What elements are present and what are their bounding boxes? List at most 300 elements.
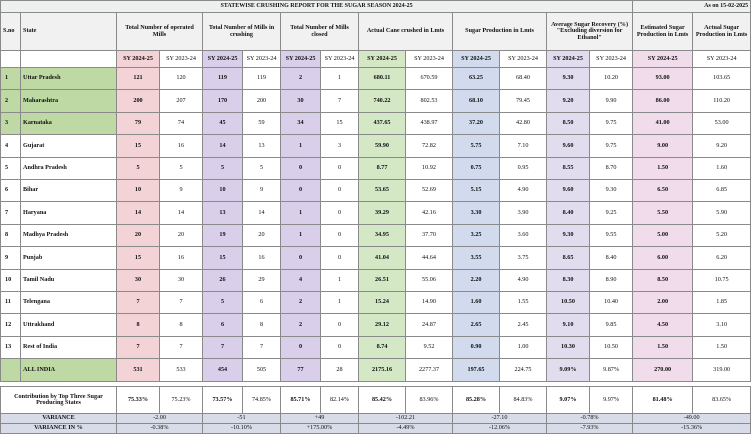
variance-pct-row-op: -0.38% — [117, 424, 203, 434]
cell-op-cur: 8 — [117, 314, 160, 336]
cell-cr-cur: 45 — [203, 112, 243, 134]
cell-cane-prev: 55.06 — [406, 269, 453, 291]
cell-sp-cur: 0.90 — [453, 336, 500, 358]
variance-row-label: VARIANCE — [1, 414, 117, 424]
cell-cr-cur: 26 — [203, 269, 243, 291]
cell-cane-prev: 52.69 — [406, 179, 453, 201]
season-label-previous: SY 2023-24 — [590, 51, 633, 68]
cell-sp-cur: 5.75 — [453, 135, 500, 157]
contribution-rec-cur: 9.07% — [547, 387, 590, 414]
cell-cr-cur: 170 — [203, 90, 243, 112]
cell-est: 86.00 — [633, 90, 693, 112]
season-label-current: SY 2024-25 — [359, 51, 406, 68]
cell-rec-cur: 9.60 — [547, 179, 590, 201]
cell-cane-prev: 802.53 — [406, 90, 453, 112]
cell-cl-cur: 0 — [281, 247, 321, 269]
cell-op-prev: 8 — [160, 314, 203, 336]
cell-op-prev: 7 — [160, 291, 203, 313]
row-state-name: Tamil Nadu — [21, 269, 117, 291]
row-state-name: Uttrakhand — [21, 314, 117, 336]
cell-cane-prev: 37.70 — [406, 224, 453, 246]
blank-cell — [1, 359, 21, 382]
cell-sp-cur: 3.30 — [453, 202, 500, 224]
cell-est: 6.50 — [633, 179, 693, 201]
cell-act: 1.50 — [693, 336, 751, 358]
cell-op-cur: 5 — [117, 157, 160, 179]
variance-pct-row-label: VARIANCE IN % — [1, 424, 117, 434]
variance-row-sp: -27.10 — [453, 414, 547, 424]
cell-rec-prev: 10.40 — [590, 291, 633, 313]
row-state-name: Rest of India — [21, 336, 117, 358]
cell-sp-prev: 2.45 — [500, 314, 547, 336]
table-row — [1, 247, 751, 269]
total-cr-cur: 454 — [203, 359, 243, 382]
total-cr-prev: 505 — [243, 359, 281, 382]
cell-op-prev: 7 — [160, 336, 203, 358]
cell-sp-prev: 7.10 — [500, 135, 547, 157]
cell-cl-prev: 1 — [321, 269, 359, 291]
cell-cr-prev: 13 — [243, 135, 281, 157]
cell-cr-cur: 14 — [203, 135, 243, 157]
cell-cr-prev: 8 — [243, 314, 281, 336]
cell-sp-prev: 3.90 — [500, 202, 547, 224]
total-cane-cur: 2175.16 — [359, 359, 406, 382]
contribution-rec-prev: 9.97% — [590, 387, 633, 414]
variance-pct-row-cane: -4.49% — [359, 424, 453, 434]
cell-cane-prev: 24.87 — [406, 314, 453, 336]
contribution-row — [1, 387, 751, 414]
variance-pct-row-est: -15.36% — [633, 424, 751, 434]
cell-cane-cur: 39.29 — [359, 202, 406, 224]
cell-rec-cur: 8.30 — [547, 269, 590, 291]
cell-cl-cur: 34 — [281, 112, 321, 134]
cell-cr-cur: 119 — [203, 68, 243, 90]
cell-cl-cur: 1 — [281, 202, 321, 224]
cell-cl-prev: 7 — [321, 90, 359, 112]
season-label-previous: SY 2023-24 — [160, 51, 203, 68]
total-sp-prev: 224.75 — [500, 359, 547, 382]
total-cl-cur: 77 — [281, 359, 321, 382]
cell-cane-prev: 42.16 — [406, 202, 453, 224]
variance-pct-row-cr: -10.10% — [203, 424, 281, 434]
table-row — [1, 90, 751, 112]
as-on-date: As on 15-02-2025 — [633, 1, 751, 13]
cell-rec-prev: 8.90 — [590, 269, 633, 291]
row-state-name: Telengana — [21, 291, 117, 313]
cell-rec-cur: 8.65 — [547, 247, 590, 269]
cell-cl-prev: 15 — [321, 112, 359, 134]
row-sno: 5 — [1, 157, 21, 179]
cell-cl-cur: 1 — [281, 135, 321, 157]
cell-cr-cur: 6 — [203, 314, 243, 336]
cell-op-prev: 14 — [160, 202, 203, 224]
cell-est: 5.00 — [633, 224, 693, 246]
cell-sp-cur: 63.25 — [453, 68, 500, 90]
variance-row-rec: -0.78% — [547, 414, 633, 424]
contribution-est: 81.48% — [633, 387, 693, 414]
cell-rec-cur: 9.30 — [547, 224, 590, 246]
cell-cr-cur: 19 — [203, 224, 243, 246]
cell-cr-cur: 13 — [203, 202, 243, 224]
cell-op-cur: 20 — [117, 224, 160, 246]
variance-row-op: -2.00 — [117, 414, 203, 424]
cell-cl-cur: 4 — [281, 269, 321, 291]
cell-cane-prev: 14.90 — [406, 291, 453, 313]
cell-cr-prev: 7 — [243, 336, 281, 358]
cell-sp-prev: 4.90 — [500, 269, 547, 291]
cell-cr-cur: 10 — [203, 179, 243, 201]
total-rec-cur: 9.09% — [547, 359, 590, 382]
table-row — [1, 68, 751, 90]
table-row — [1, 291, 751, 313]
row-state-name: Gujarat — [21, 135, 117, 157]
cell-cr-prev: 20 — [243, 224, 281, 246]
blank-cell — [21, 51, 117, 68]
cell-cane-cur: 8.74 — [359, 336, 406, 358]
season-label-current: SY 2024-25 — [203, 51, 243, 68]
season-label-current: SY 2024-25 — [281, 51, 321, 68]
cell-cane-cur: 740.22 — [359, 90, 406, 112]
contribution-sp-prev: 84.83% — [500, 387, 547, 414]
total-act: 319.00 — [693, 359, 751, 382]
cell-est: 41.00 — [633, 112, 693, 134]
contribution-cr-cur: 73.57% — [203, 387, 243, 414]
cell-cr-prev: 59 — [243, 112, 281, 134]
cell-cr-cur: 7 — [203, 336, 243, 358]
cell-cr-prev: 119 — [243, 68, 281, 90]
cell-cl-prev: 0 — [321, 314, 359, 336]
cell-est: 5.50 — [633, 202, 693, 224]
variance-row — [1, 414, 751, 424]
header-row — [1, 13, 751, 51]
row-sno: 10 — [1, 269, 21, 291]
cell-sp-cur: 0.75 — [453, 157, 500, 179]
variance-row-cr: -51 — [203, 414, 281, 424]
season-subheader-row — [1, 51, 751, 68]
cell-op-prev: 16 — [160, 135, 203, 157]
header-mills-in-crushing: Total Number of Mills in crushing — [203, 13, 281, 51]
cell-sp-cur: 37.20 — [453, 112, 500, 134]
cell-rec-prev: 9.55 — [590, 224, 633, 246]
season-label-previous: SY 2023-24 — [693, 51, 751, 68]
cell-est: 1.50 — [633, 157, 693, 179]
cell-rec-prev: 8.70 — [590, 157, 633, 179]
contribution-act: 83.65% — [693, 387, 751, 414]
cell-cl-prev: 0 — [321, 157, 359, 179]
header-estimated-production: Estimated Sugar Production in Lmts — [633, 13, 693, 51]
cell-cr-prev: 9 — [243, 179, 281, 201]
cell-cane-prev: 44.64 — [406, 247, 453, 269]
cell-est: 9.00 — [633, 135, 693, 157]
cell-cl-cur: 2 — [281, 68, 321, 90]
total-est: 270.00 — [633, 359, 693, 382]
cell-sp-cur: 68.10 — [453, 90, 500, 112]
cell-est: 4.50 — [633, 314, 693, 336]
cell-cl-cur: 2 — [281, 291, 321, 313]
season-label-current: SY 2024-25 — [633, 51, 693, 68]
season-label-previous: SY 2023-24 — [500, 51, 547, 68]
contribution-cane-prev: 83.96% — [406, 387, 453, 414]
cell-cr-prev: 29 — [243, 269, 281, 291]
header-sugar-production: Sugar Production in Lmts — [453, 13, 547, 51]
cell-act: 103.65 — [693, 68, 751, 90]
variance-pct-row-rec: -7.93% — [547, 424, 633, 434]
cell-op-cur: 79 — [117, 112, 160, 134]
cell-act: 1.60 — [693, 157, 751, 179]
table-row — [1, 269, 751, 291]
contribution-op-prev: 75.23% — [160, 387, 203, 414]
cell-cl-prev: 0 — [321, 179, 359, 201]
contribution-cl-cur: 85.71% — [281, 387, 321, 414]
cell-op-cur: 15 — [117, 247, 160, 269]
cell-cl-cur: 0 — [281, 157, 321, 179]
cell-cane-prev: 10.92 — [406, 157, 453, 179]
cell-sp-cur: 3.55 — [453, 247, 500, 269]
season-label-current: SY 2024-25 — [547, 51, 590, 68]
variance-pct-row-sp: -12.06% — [453, 424, 547, 434]
cell-op-cur: 30 — [117, 269, 160, 291]
season-label-current: SY 2024-25 — [453, 51, 500, 68]
contribution-sp-cur: 85.28% — [453, 387, 500, 414]
report-title: STATEWISE CRUSHING REPORT FOR THE SUGAR SEASON 2024-25 — [1, 1, 633, 13]
cell-op-prev: 207 — [160, 90, 203, 112]
row-state-name: Uttar Pradesh — [21, 68, 117, 90]
cell-op-prev: 74 — [160, 112, 203, 134]
cell-act: 53.00 — [693, 112, 751, 134]
cell-rec-cur: 8.40 — [547, 202, 590, 224]
cell-cane-cur: 680.11 — [359, 68, 406, 90]
header-cane-crushed: Actual Cane crushed in Lmts — [359, 13, 453, 51]
cell-cr-prev: 5 — [243, 157, 281, 179]
table-row — [1, 112, 751, 134]
cell-cr-cur: 5 — [203, 291, 243, 313]
cell-sp-prev: 4.90 — [500, 179, 547, 201]
cell-est: 8.50 — [633, 269, 693, 291]
cell-cr-prev: 200 — [243, 90, 281, 112]
cell-cl-cur: 2 — [281, 314, 321, 336]
cell-cr-cur: 15 — [203, 247, 243, 269]
cell-op-cur: 7 — [117, 291, 160, 313]
header-sno: S.no — [1, 13, 21, 51]
variance-row-cl: +49 — [281, 414, 359, 424]
title-row — [1, 1, 751, 13]
row-sno: 2 — [1, 90, 21, 112]
cell-rec-cur: 9.30 — [547, 68, 590, 90]
cell-act: 1.85 — [693, 291, 751, 313]
row-state-name: Karnataka — [21, 112, 117, 134]
table-row — [1, 202, 751, 224]
cell-sp-cur: 2.20 — [453, 269, 500, 291]
cell-sp-cur: 1.60 — [453, 291, 500, 313]
total-sp-cur: 197.65 — [453, 359, 500, 382]
cell-cane-cur: 437.65 — [359, 112, 406, 134]
cell-cl-prev: 0 — [321, 336, 359, 358]
row-state-name: Haryana — [21, 202, 117, 224]
cell-rec-prev: 10.20 — [590, 68, 633, 90]
table-row — [1, 179, 751, 201]
variance-row-est: -49.00 — [633, 414, 751, 424]
header-state: State — [21, 13, 117, 51]
cell-cl-prev: 0 — [321, 247, 359, 269]
cell-cane-cur: 15.24 — [359, 291, 406, 313]
row-sno: 9 — [1, 247, 21, 269]
cell-op-prev: 16 — [160, 247, 203, 269]
cell-act: 10.75 — [693, 269, 751, 291]
table-row — [1, 224, 751, 246]
cell-op-cur: 121 — [117, 68, 160, 90]
cell-cane-cur: 59.90 — [359, 135, 406, 157]
contribution-cane-cur: 85.42% — [359, 387, 406, 414]
row-sno: 12 — [1, 314, 21, 336]
cell-cl-cur: 1 — [281, 224, 321, 246]
cell-rec-cur: 10.30 — [547, 336, 590, 358]
season-label-previous: SY 2023-24 — [406, 51, 453, 68]
cell-cane-prev: 670.59 — [406, 68, 453, 90]
cell-cl-prev: 0 — [321, 224, 359, 246]
header-avg-recovery: Average Sugar Recovery (%) "Excluding diversion for Ethanol" — [547, 13, 633, 51]
cell-est: 6.00 — [633, 247, 693, 269]
cell-sp-prev: 1.55 — [500, 291, 547, 313]
table-row — [1, 157, 751, 179]
cell-op-cur: 10 — [117, 179, 160, 201]
row-sno: 1 — [1, 68, 21, 90]
cell-op-prev: 20 — [160, 224, 203, 246]
cell-sp-cur: 5.15 — [453, 179, 500, 201]
cell-cane-cur: 41.04 — [359, 247, 406, 269]
row-state-name: Punjab — [21, 247, 117, 269]
cell-est: 2.00 — [633, 291, 693, 313]
cell-act: 9.20 — [693, 135, 751, 157]
cell-act: 110.20 — [693, 90, 751, 112]
variance-pct-row-cl: +175.00% — [281, 424, 359, 434]
total-rec-prev: 9.87% — [590, 359, 633, 382]
cell-op-prev: 9 — [160, 179, 203, 201]
cell-op-prev: 120 — [160, 68, 203, 90]
cell-op-cur: 14 — [117, 202, 160, 224]
row-state-name: Madhya Pradesh — [21, 224, 117, 246]
cell-sp-prev: 3.75 — [500, 247, 547, 269]
cell-act: 5.90 — [693, 202, 751, 224]
cell-cane-cur: 34.95 — [359, 224, 406, 246]
cell-est: 1.50 — [633, 336, 693, 358]
cell-sp-cur: 2.65 — [453, 314, 500, 336]
cell-act: 6.20 — [693, 247, 751, 269]
cell-rec-cur: 10.50 — [547, 291, 590, 313]
row-state-name: Bihar — [21, 179, 117, 201]
row-sno: 11 — [1, 291, 21, 313]
contribution-cl-prev: 82.14% — [321, 387, 359, 414]
row-sno: 4 — [1, 135, 21, 157]
cell-cane-cur: 8.77 — [359, 157, 406, 179]
total-label: ALL INDIA — [21, 359, 117, 382]
cell-cane-prev: 72.82 — [406, 135, 453, 157]
table-row — [1, 135, 751, 157]
row-state-name: Maharashtra — [21, 90, 117, 112]
season-label-previous: SY 2023-24 — [321, 51, 359, 68]
cell-sp-prev: 3.60 — [500, 224, 547, 246]
variance-pct-row — [1, 424, 751, 434]
cell-cl-cur: 0 — [281, 179, 321, 201]
header-operated-mills: Total Number of operated Mills — [117, 13, 203, 51]
cell-rec-cur: 9.10 — [547, 314, 590, 336]
total-cl-prev: 28 — [321, 359, 359, 382]
cell-op-cur: 200 — [117, 90, 160, 112]
cell-sp-cur: 3.25 — [453, 224, 500, 246]
blank-cell — [1, 51, 21, 68]
cell-sp-prev: 42.80 — [500, 112, 547, 134]
total-op-cur: 531 — [117, 359, 160, 382]
cell-rec-prev: 9.75 — [590, 135, 633, 157]
cell-sp-prev: 0.95 — [500, 157, 547, 179]
cell-cr-prev: 6 — [243, 291, 281, 313]
cell-cl-prev: 1 — [321, 68, 359, 90]
cell-cane-cur: 53.65 — [359, 179, 406, 201]
cell-rec-prev: 9.85 — [590, 314, 633, 336]
cell-cl-cur: 0 — [281, 336, 321, 358]
row-sno: 7 — [1, 202, 21, 224]
contribution-cr-prev: 74.85% — [243, 387, 281, 414]
cell-sp-prev: 68.40 — [500, 68, 547, 90]
row-sno: 6 — [1, 179, 21, 201]
table-row — [1, 336, 751, 358]
cell-rec-cur: 9.60 — [547, 135, 590, 157]
table-row — [1, 314, 751, 336]
cell-cr-prev: 14 — [243, 202, 281, 224]
cell-op-cur: 7 — [117, 336, 160, 358]
cell-rec-prev: 8.40 — [590, 247, 633, 269]
cell-est: 93.00 — [633, 68, 693, 90]
all-india-total-row — [1, 359, 751, 382]
cell-act: 5.20 — [693, 224, 751, 246]
cell-rec-prev: 9.25 — [590, 202, 633, 224]
row-state-name: Andhra Pradesh — [21, 157, 117, 179]
cell-rec-prev: 10.50 — [590, 336, 633, 358]
cell-sp-prev: 79.45 — [500, 90, 547, 112]
cell-rec-cur: 9.20 — [547, 90, 590, 112]
cell-op-prev: 30 — [160, 269, 203, 291]
variance-row-cane: -102.21 — [359, 414, 453, 424]
cell-cr-prev: 16 — [243, 247, 281, 269]
cell-cane-prev: 438.97 — [406, 112, 453, 134]
contribution-label: Contribution by Top Three Sugar Producing States — [1, 387, 117, 414]
cell-rec-prev: 9.75 — [590, 112, 633, 134]
cell-cl-prev: 1 — [321, 291, 359, 313]
row-sno: 13 — [1, 336, 21, 358]
cell-rec-prev: 9.30 — [590, 179, 633, 201]
row-sno: 8 — [1, 224, 21, 246]
total-cane-prev: 2277.37 — [406, 359, 453, 382]
cell-act: 6.85 — [693, 179, 751, 201]
cell-cr-cur: 5 — [203, 157, 243, 179]
header-actual-production: Actual Sugar Production in Lmts — [693, 13, 751, 51]
cell-cl-prev: 0 — [321, 202, 359, 224]
cell-rec-cur: 8.55 — [547, 157, 590, 179]
total-op-prev: 533 — [160, 359, 203, 382]
cell-op-prev: 5 — [160, 157, 203, 179]
cell-rec-cur: 8.50 — [547, 112, 590, 134]
contribution-op-cur: 75.33% — [117, 387, 160, 414]
cell-cane-cur: 29.12 — [359, 314, 406, 336]
row-sno: 3 — [1, 112, 21, 134]
cell-cl-prev: 3 — [321, 135, 359, 157]
cell-act: 3.10 — [693, 314, 751, 336]
cell-cane-prev: 9.52 — [406, 336, 453, 358]
season-label-previous: SY 2023-24 — [243, 51, 281, 68]
header-mills-closed: Total Number of Mills closed — [281, 13, 359, 51]
cell-sp-prev: 1.00 — [500, 336, 547, 358]
cell-cane-cur: 26.51 — [359, 269, 406, 291]
cell-cl-cur: 30 — [281, 90, 321, 112]
